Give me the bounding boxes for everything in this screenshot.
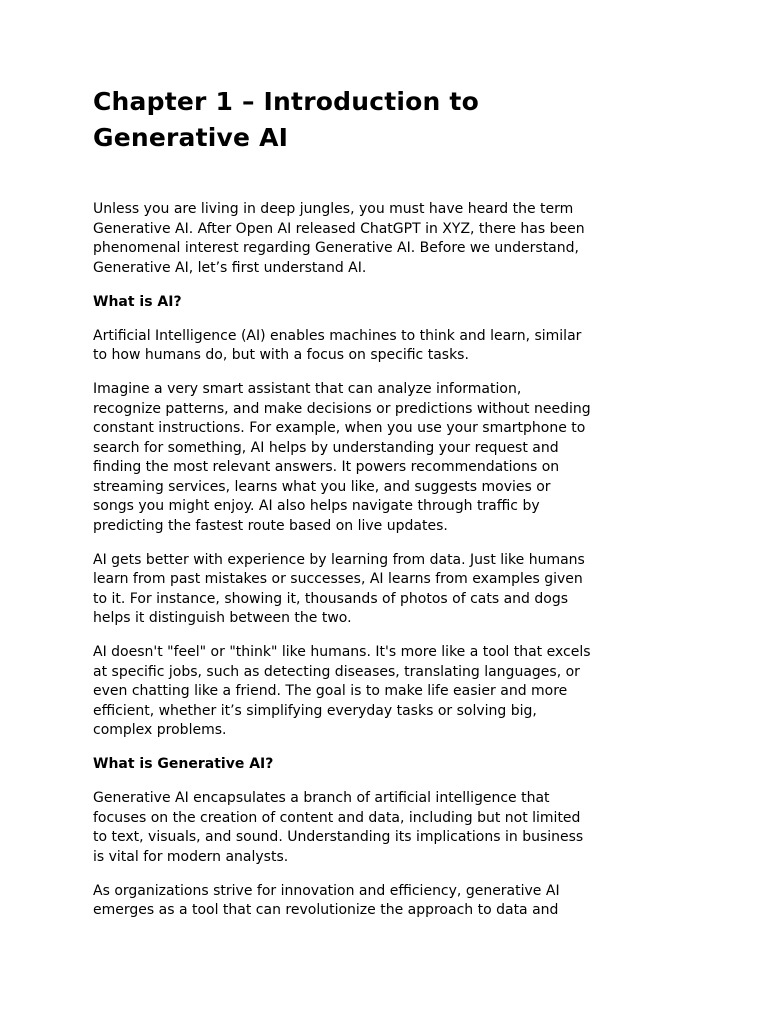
chapter-title: Chapter 1 – Introduction to Generative AI	[93, 87, 479, 152]
paragraph-smart-assistant: Imagine a very smart assistant that can analyze information, recognize patterns, and make decisions or predictions without needing constant instructions. For example, when you use your smartphone to search for something, AI helps by understanding your request and finding the most relevant answers. It powers recommendations on streaming services, learns what you like, and suggests movies or songs you might enjoy. AI also helps navigate through traffic by predicting the fastest route based on live updates.	[93, 381, 591, 534]
document-page	[93, 84, 593, 935]
section-heading-what-is-ai: What is AI?	[93, 293, 182, 310]
paragraph-generative-ai-definition: Generative AI encapsulates a branch of artificial intelligence that focuses on the creation of content and data, including but not limited to text, visuals, and sound. Understanding its implications in business is vital for modern analysts.	[93, 790, 584, 865]
paragraph-learning-from-data: AI gets better with experience by learning from data. Just like humans learn from past mistakes or successes, AI learns from examples given to it. For instance, showing it, thousands of photos of cats and dogs helps it distinguish between the two.	[93, 551, 585, 626]
paragraph-ai-as-tool: AI doesn't "feel" or "think" like humans. It's more like a tool that excels at specific jobs, such as detecting diseases, translating languages, or even chatting like a friend. The goal is to make life easier and more efficient, whether it’s simplifying everyday tasks or solving big, complex problems.	[93, 644, 591, 738]
paragraph-organizations: As organizations strive for innovation and efficiency, generative AI emerges as a tool that can revolutionize the approach to data and	[93, 882, 560, 918]
paragraph-ai-definition: Artificial Intelligence (AI) enables machines to think and learn, similar to how humans do, but with a focus on specific tasks.	[93, 327, 582, 363]
section-heading-what-is-generative-ai: What is Generative AI?	[93, 756, 274, 772]
intro-paragraph: Unless you are living in deep jungles, you must have heard the term Generative AI. After Open AI released ChatGPT in XYZ, there has been phenomenal interest regarding Generative AI. Before we understand, Generative AI, let’s first understand AI.	[93, 201, 585, 276]
